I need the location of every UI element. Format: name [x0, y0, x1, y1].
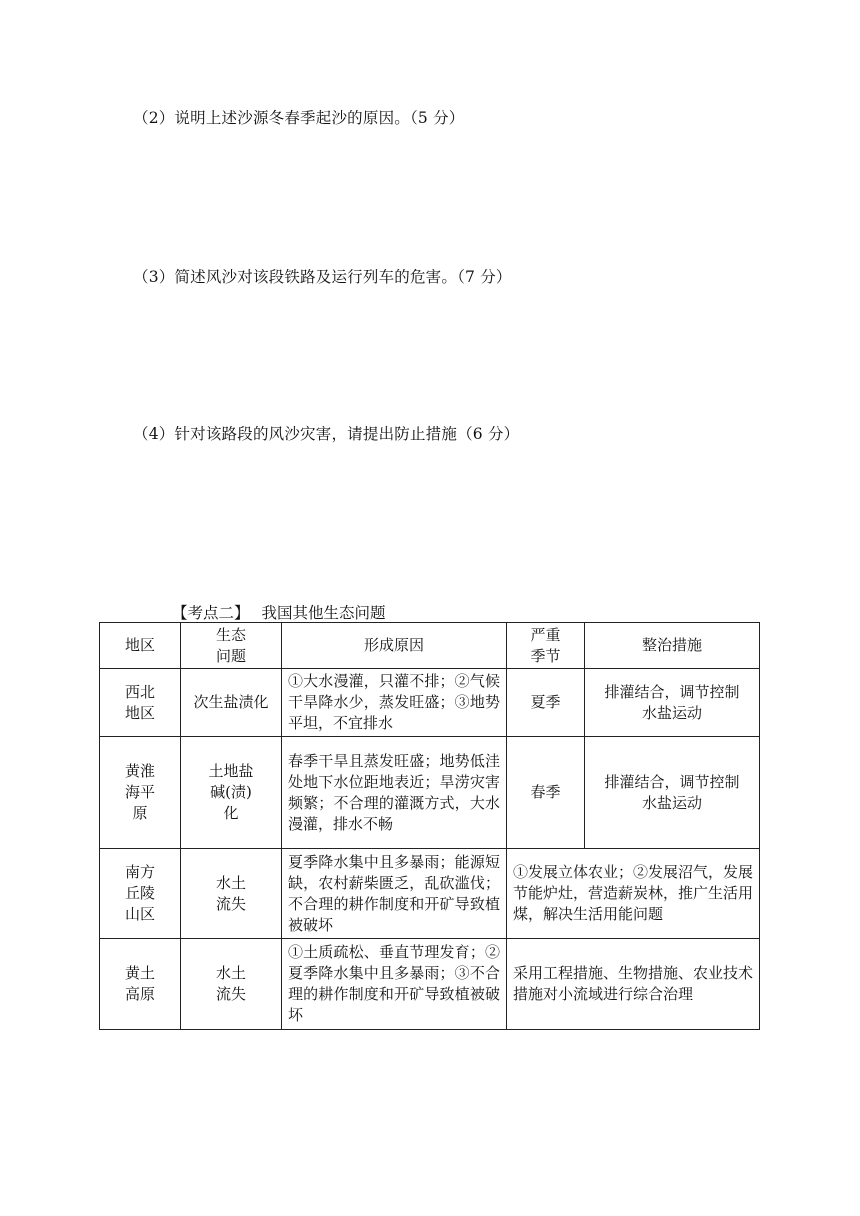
cell-season: 春季	[507, 737, 585, 849]
question-3: （3）简述风沙对该段铁路及运行列车的危害。（7 分）	[133, 268, 512, 286]
cell-measures: 排灌结合，调节控制 水盐运动	[585, 737, 760, 849]
header-season: 严重 季节	[507, 623, 585, 669]
cell-region: 黄淮 海平 原	[100, 737, 181, 849]
cell-measures: 排灌结合，调节控制 水盐运动	[585, 669, 760, 737]
cell-region: 黄土 高原	[100, 939, 181, 1030]
table-row	[100, 669, 760, 737]
question-4: （4）针对该路段的风沙灾害，请提出防止措施（6 分）	[133, 425, 520, 443]
cell-region: 南方 丘陵 山区	[100, 849, 181, 939]
table-row	[100, 737, 760, 849]
cell-problem: 水土 流失	[181, 939, 282, 1030]
cell-cause: 春季干旱且蒸发旺盛；地势低洼处地下水位距地表近；旱涝灾害频繁；不合理的灌溉方式，大水漫灌，排水不畅	[282, 737, 507, 849]
header-cause: 形成原因	[282, 623, 507, 669]
header-problem: 生态 问题	[181, 623, 282, 669]
section-heading	[172, 601, 386, 623]
cell-problem: 次生盐渍化	[181, 669, 282, 737]
cell-problem: 土地盐 碱(渍) 化	[181, 737, 282, 849]
cell-region: 西北 地区	[100, 669, 181, 737]
cell-problem: 水土 流失	[181, 849, 282, 939]
section-label: 【考点二】	[172, 604, 250, 622]
cell-cause: ①土质疏松、垂直节理发育；②夏季降水集中且多暴雨；③不合理的耕作制度和开矿导致植被破坏	[282, 939, 507, 1030]
cell-cause: 夏季降水集中且多暴雨；能源短缺，农村薪柴匮乏，乱砍滥伐；不合理的耕作制度和开矿导致植被破坏	[282, 849, 507, 939]
cell-season: 夏季	[507, 669, 585, 737]
header-region: 地区	[100, 623, 181, 669]
cell-measures: 采用工程措施、生物措施、农业技术措施对小流域进行综合治理	[507, 939, 760, 1030]
table-row	[100, 849, 760, 939]
question-2: （2）说明上述沙源冬春季起沙的原因。（5 分）	[133, 109, 465, 127]
cell-measures: ①发展立体农业；②发展沼气，发展节能炉灶，营造薪炭林，推广生活用煤，解决生活用能问题	[507, 849, 760, 939]
cell-cause: ①大水漫灌，只灌不排；②气候干旱降水少，蒸发旺盛；③地势平坦，不宜排水	[282, 669, 507, 737]
table-row	[100, 939, 760, 1030]
header-measures: 整治措施	[585, 623, 760, 669]
ecology-problems-table	[99, 622, 760, 1030]
table-header-row	[100, 623, 760, 669]
section-title: 我国其他生态问题	[261, 604, 386, 622]
